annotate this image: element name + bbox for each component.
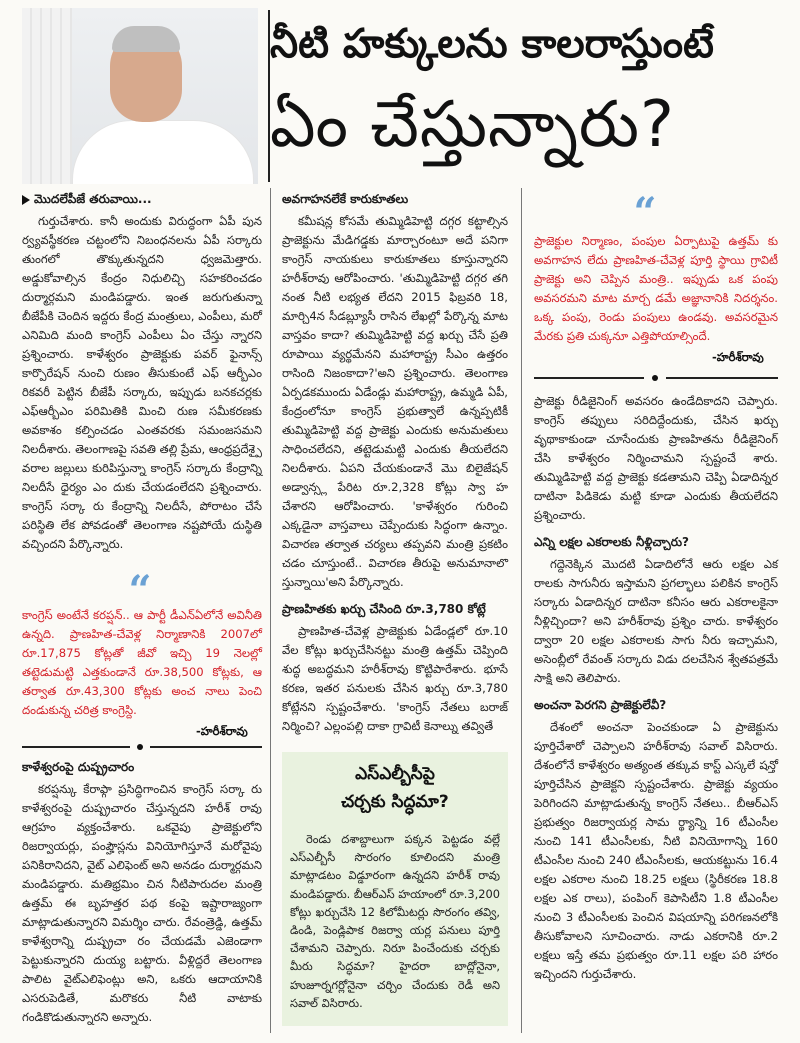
intro-label: మొదలేపీజే తరువాయి...: [34, 192, 152, 206]
col3-subheading-3: అంచనా పెరగని ప్రాజెక్టులేవీ?: [534, 698, 667, 712]
headline-divider: [268, 10, 270, 182]
column-2: [282, 190, 508, 736]
col3-signature: -హరీశ్‌రావు: [712, 350, 764, 364]
col3-paragraph-2: గద్దెనెక్కిన మొదటి ఏడాదిలోనే ఆరు లక్షల ఎక రాలకు సాగునీరు ఇస్తామని ప్రగల్భాలు పలికిన కాంగ్రెస్ సర్కారు ఏడాదిన్నర దాటినా కనీసం ఆరు ఎకరాలకైనా నీళ్లిచ్చిందా? అని హరీశ్‌రావు ప్రశ్నిం చారు. కాళేశ్వరం ద్వారా 20 లక్షల ఎకరాలకు సాగు నీరు ఇచ్చామని, అసెంబ్లీలో రేవంత్ సర్కారు విడు దలచేసిన శ్వేతపత్రమే సాక్షి అని తెలిపారు.: [534, 557, 778, 685]
divider: [666, 377, 778, 379]
col2-subheading-2: ప్రాణహితకు ఖర్చు చేసింది రూ.3,780 కోట్లే: [282, 602, 486, 616]
col3-subheading-2: ఎన్ని లక్షల ఎకరాలకు నీళ్లిచ్చారు?: [534, 535, 689, 549]
arrow-icon: [22, 195, 30, 205]
headline-line-1: నీటి హక్కులను కాలరాస్తుంటే: [270, 21, 714, 67]
col3-pull-quote: ప్రాజెక్టుల నిర్మాణం, పంపుల ఏర్పాటుపై ఉత్తమ్ కు అవగాహన లేదు ప్రాణహిత-చేవెళ్ల పూర్తి స్థాయి గ్రావిటీ ప్రాజెక్టు అని చెప్పిన మంత్రి.. ఇప్పుడు ఒక పంపు అవసరమని మాట మార్చ డమే అజ్ఞానానికి నిదర్శనం. ఒక్క పంపు, రెండు పంపులు ఉండవు. అవసరమైన మేరకు ప్రతి చుక్కనూ ఎత్తిపోయాల్సిందే.: [534, 234, 778, 343]
box-paragraph: రెండు దశాబ్దాలుగా పక్కన పెట్టడం వల్లే ఎస్ఎల్బీసీ సొరంగం కూలిందని మంత్రి మాట్లాడటం విడ్డూరంగా ఉన్నదని హరీశ్ రావు మండిపడ్డారు. బీఆర్ఎస్ హయాంలో రూ.3,200 కోట్లు ఖర్చుచేసి 12 కిలోమీటర్లు సొరంగం తవ్వి, డిండి, పెండ్లిపాక రిజర్వా యర్ల పనులు పూర్తి చేశామని చెప్పారు. నిరూ పించేందుకు చర్చకు మీరు సిద్ధమా? హైదరా బాద్లోనైనా, హుజూర్నగర్లోనైనా చర్చిం చేందుకు రెడీ అని సవాల్ విసిరారు.: [290, 832, 500, 1010]
quote-icon: “: [128, 567, 152, 614]
divider: [150, 746, 262, 748]
column-1: [22, 190, 262, 554]
headline: [270, 18, 780, 168]
slbc-box: [282, 752, 508, 1026]
column-divider: [521, 188, 522, 1033]
col1-signature: -హరీశ్‌రావు: [196, 724, 248, 738]
column-3: [534, 392, 778, 984]
col2-paragraph-1: కమీషన్ల కోసమే తుమ్మిడిహెట్టి దగ్గర కట్టాల్సిన ప్రాజెక్టును మేడిగడ్డకు మార్చారంటూ అదే పనిగా కాంగ్రెస్ నాయకులు కారుకూతలు కూస్తున్నారని హరీశ్‌రావు ఆరోపించారు. 'తుమ్మిడిహెట్టి దగ్గర తగి నంత నీటి లభ్యత లేదని 2015 ఫిబ్రవరి 18, మార్చి4న సీడబ్ల్యూసీ రాసిన లేఖల్లో పేర్కొన్న మాట వాస్తవం కాదా? తుమ్మిడిహెట్టి వద్ద ఖర్చు చేసే ప్రతి రూపాయి వ్యర్థమేనని మహారాష్ట్ర సీఎం ఉత్తరం రాసింది నిజంకాదా?'అని ప్రశ్నించారు. తెలంగాణ ఏర్పడకముందు ఏడేండ్లు మహారాష్ట్ర, ఉమ్మడి ఏపీ, కేంద్రంలోనూ కాంగ్రెస్ ప్రభుత్వాలే ఉన్నప్పటికీ తుమ్మిడిహెట్టి వద్ద ప్రాజెక్టు ఎందుకు అనుమతులు సాధించలేదని, తట్టెడుమట్టి ఎందుకు తీయలేదని నిలదీశారు. ఏపని చేయకుండానే మొ బిలైజేషన్ అడ్వాన్స్ల పేరిట రూ.2,328 కోట్లు స్వా హ చేశారని ఆరోపించారు. 'కాళేశ్వరం గురించి ఎక్కడైనా వాస్తవాలు చెప్పేందుకు సిద్ధంగా ఉన్నాం. విచారణ తర్వాత చర్యలు తప్పవని మంత్రి ప్రకటిం చడం చూస్తుంటే.. విచారణ తీరుపై అనుమానాలొ స్తున్నాయి'అని పేర్కొన్నారు.: [282, 214, 508, 589]
col2-subheading-1: అవగాహనలేకే కారుకూతలు: [282, 192, 409, 206]
col1-subheading: కాళేశ్వరంపై దుష్ప్రచారం: [22, 760, 135, 774]
divider-dot: [652, 375, 658, 381]
col1-pull-quote: కాంగ్రెస్ అంటేనే కరప్షన్.. ఆ పార్టీ డీఎన్ఏలోనే అవినీతి ఉన్నది. ప్రాణహిత-చేవెళ్ల నిర్మాణానికి 2007లో రూ.17,875 కోట్లతో జీవో ఇచ్చి 19 నెలల్లో తట్టెడుమట్టి ఎత్తకుండానే రూ.38,500 కోట్లకు, ఆ తర్వాత రూ.43,300 కోట్లకు అంచ నాలు పెంచి దండుకున్న చరిత్ర కాంగ్రెస్ది.: [22, 608, 262, 717]
column-1-lower: [22, 758, 262, 1027]
col3-paragraph-1: ప్రాజెక్టు రీడిజైనింగ్ అవసరం ఉండేదికాదని చెప్పారు. కాంగ్రెస్ తప్పులు సరిదిద్దేందుకు, చేసిన ఖర్చు వృథాకాకుండా చూసేందుకు ప్రాణహితను రీడిజైనింగ్ చేసి కాళేశ్వరం నిర్మించామని స్పష్టంచే శారు. తుమ్మిడిహెట్టి వద్ద ప్రాజెక్టు కడతామని చెప్పి ఏడాదిన్నర దాటినా పిడికెడు మట్టి కూడా ఎందుకు తీయలేదని ప్రశ్నించారు.: [534, 394, 778, 522]
quote-icon: “: [633, 189, 657, 236]
column-divider: [270, 188, 271, 1033]
col3-paragraph-3: దేశంలో అంచనా పెంచకుండా ఏ ప్రాజెక్టును పూర్తిచేశారో చెప్పాలని హరీశ్‌రావు సవాల్ విసిరారు. దేశంలోనే కాళేశ్వరం అత్యంత తక్కువ కాస్ట్ ఎస్కలే షన్తో పూర్తిచేసిన ప్రాజెక్టని స్పష్టంచేశారు. ప్రాజెక్టు వ్యయం పెరిగిందని మాట్లాడుతున్న కాంగ్రెస్ నేతలు.. బీఆర్ఎస్ ప్రభుత్వం రిజర్వాయర్ల సామ ర్థ్యాన్ని 16 టీఎంసీల నుంచి 141 టీఎంసీలకు, నీటి వినియోగాన్ని 160 టీఎంసీల నుంచి 240 టీఎంసీలకు, ఆయకట్టును 16.4 లక్షల ఎకరాల నుంచి 18.25 లక్షలు (స్థిరీకరణ 18.8 లక్షల ఎక రాలు), పంపింగ్ కెపాసిటీని 1.8 టీఎంసీల నుంచి 3 టీఎంసీలకు పెంచిన విషయాన్ని పరిగణనలోకి తీసుకోవాలని సూచించారు. నాడు ఎకరానికి రూ.2 లక్షలు ఇస్తే తమ ప్రభుత్వం రూ.11 లక్షల పరి హారం ఇచ్చిందని గుర్తుచేశారు.: [534, 720, 778, 981]
headline-line-2: ఏం చేస్తున్నారు?: [270, 88, 675, 162]
col2-paragraph-2: ప్రాణహిత-చేవెళ్ల ప్రాజెక్టుకు ఏడేండ్లలో రూ.10 వేల కోట్లు ఖర్చుచేసినట్టు మంత్రి ఉత్తమ్ చెప్పింది శుద్ధ అబద్ధమని హరీశ్‌రావు కొట్టిపారేశారు. భూసే కరణ, ఇతర పనులకు చేసిన ఖర్చు రూ.3,780 కోట్లేనని స్పష్టంచేశారు. 'కాంగ్రెస్ నేతలు బరాజ్ నిర్మించి? ఎల్లంపల్లి దాకా గ్రావిటీ కెనాల్ను తవ్వితే: [282, 624, 508, 733]
divider: [534, 377, 644, 379]
col1-paragraph-2: కరప్షన్కు కేరాఫ్గా ప్రసిద్ధిగాంచిన కాంగ్రెస్ సర్కా రు కాళేశ్వరంపై దుష్ప్రచారం చేస్తున్నదని హరీశ్ రావు ఆగ్రహం వ్యక్తంచేశారు. ఒకవైపు ప్రాజెక్టులోని రిజర్వాయర్లు, పంప్హౌస్లను వినియోగిస్తూనే మరోవైపు పనికిరానిదని, వైట్ ఎలిఫెంట్ అని అనడం దుర్మార్గమని మండిపడ్డారు. మతిభ్రమిం చిన నీటిపారుదల మంత్రి ఉత్తమ్ ఈ బృహత్తర పథ కంపై ఇష్టారాజ్యంగా మాట్లాడుతున్నారని విమర్శిం చారు. రేవంత్రెడ్డి, ఉత్తమ్ కాళేశ్వరాన్ని దుష్ప్రచా రం చేయడమే ఎజెండాగా పెట్టుకున్నారని దుయ్య బట్టారు. వీళ్లిద్దరే తెలంగాణ పాలిట వైట్ఎలిఫెంట్లు అని, ఒకరు ఆదాయానికి ఎసరుపెడితే, మరొకరు నీటి వాటాకు గండికొడుతున్నారని అన్నారు.: [22, 782, 262, 1024]
box-heading-2: చర్చకు సిద్ధమా?: [341, 792, 449, 812]
divider: [22, 746, 130, 748]
col1-paragraph-1: గుర్తుచేశారు. కానీ అందుకు విరుద్ధంగా ఏపీ పున ర్వ్యవస్థీకరణ చట్టంలోని నిబంధనలను ఏపీ సర్కారు తుంగలో తొక్కుతున్నదని ధ్వజమెత్తారు. అడ్డుకోవాల్సిన కేంద్రం నిధులిచ్చి సహకరించడం దుర్మార్గమని మండిపడ్డారు. ఇంత జరుగుతున్నా బీజేపీకి చెందిన ఇద్దరు కేంద్ర మంత్రులు, ఎంపీలు, మరో ఎనిమిది మంది కాంగ్రెస్ ఎంపీలు ఏం చేస్తు న్నారని ప్రశ్నించారు. కాళేశ్వరం ప్రాజెక్టుకు పవర్ ఫైనాన్స్ కార్పొరేషన్ నుంచి రుణం తీసుకుంటే ఎఫ్ ఆర్బీఎం రికవరీ పెట్టిన బీజేపీ సర్కారు, ఇప్పుడు బనకచర్లకు ఎఫ్ఆర్బీఎం పరిమితికి మించి రుణ సమీకరణకు అవకాశం కల్పించడం ఎంతవరకు సమంజసమని నిలదీశారు. తెలంగాణపై సవతి తల్లి ప్రేమ, ఆంధ్రప్రదేశ్పై వరాల జల్లులు కురిపిస్తున్నా కాంగ్రెస్ సర్కారు కేంద్రాన్ని నిలదీసే ధైర్యం ఎం దుకు చేయడంలేదని ప్రశ్నించారు. కాంగ్రెస్ సర్కా రు కేంద్రాన్ని నిలదీసే, పోరాటం చేసే పరిస్థితి లేక పోవడంతో తెలంగాణ నష్టపోయే దుస్థితి వచ్చిందని పేర్కొన్నారు.: [22, 214, 262, 551]
divider-dot: [137, 744, 143, 750]
portrait-photo: [22, 8, 258, 184]
box-heading-1: ఎస్ఎల్బీసీపై: [355, 764, 435, 784]
